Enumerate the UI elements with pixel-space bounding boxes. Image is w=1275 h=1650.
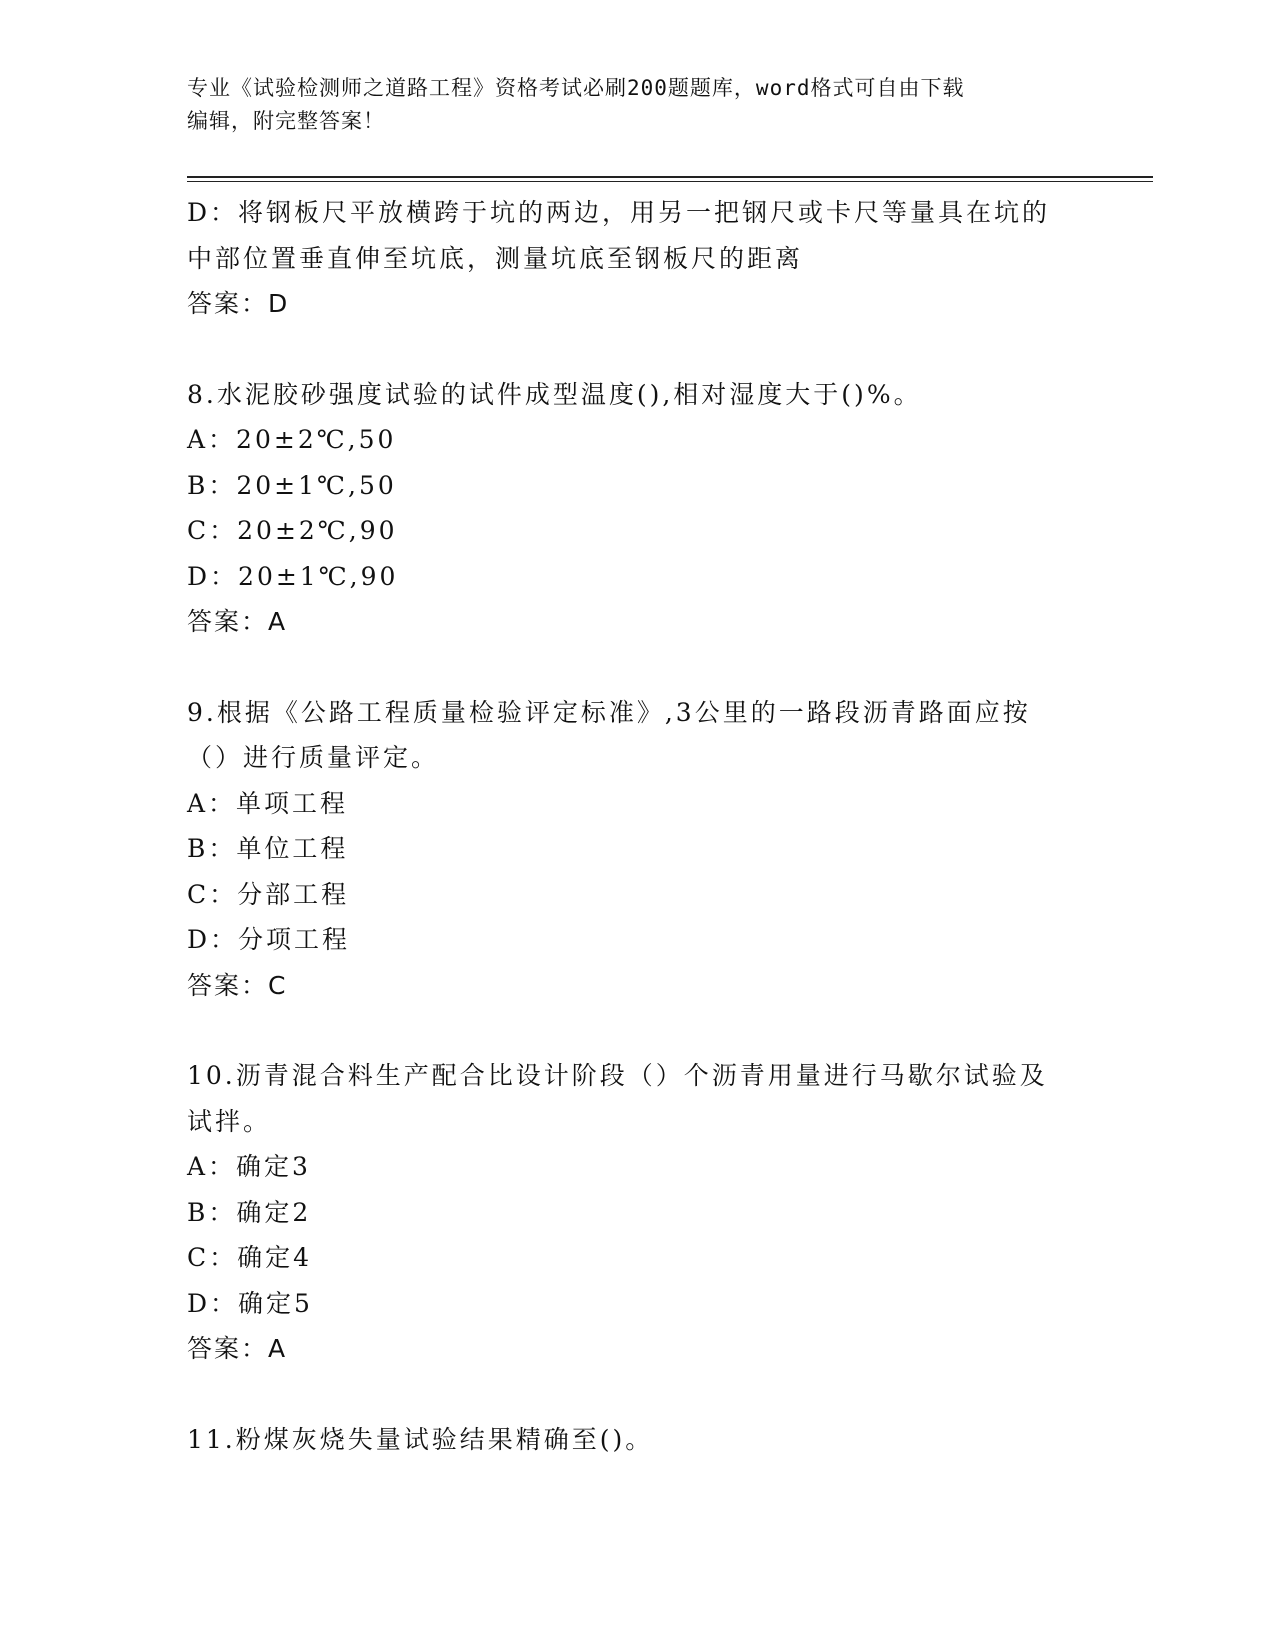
question-stem: 8.水泥胶砂强度试验的试件成型温度(),相对湿度大于()%。: [187, 379, 922, 409]
answer-line: 答案：D: [187, 289, 290, 318]
option-d-line-2: 中部位置垂直伸至坑底，测量坑底至钢板尺的距离: [187, 243, 804, 273]
option-c: C：20±2℃,90: [187, 516, 398, 545]
option-d: D：确定5: [187, 1288, 313, 1318]
question-11: [187, 1417, 1087, 1463]
option-b: B：20±1℃,50: [187, 470, 397, 500]
header-rule-thick: [187, 176, 1153, 178]
question-stem-continued: 试拌。: [187, 1106, 272, 1136]
previous-question-tail: [187, 190, 1087, 327]
option-c: C：分部工程: [187, 879, 350, 909]
answer-line: 答案：A: [187, 1334, 288, 1363]
header-rule-thin: [187, 181, 1153, 182]
header-line-2: 编辑，附完整答案！: [187, 109, 385, 133]
document-header: [187, 72, 1087, 138]
option-b: B：确定2: [187, 1197, 312, 1227]
option-b: B：单位工程: [187, 834, 349, 863]
question-9: [187, 690, 1087, 1009]
answer-line: 答案：C: [187, 970, 288, 1000]
option-d: D：20±1℃,90: [187, 561, 399, 591]
question-stem: 9.根据《公路工程质量检验评定标准》,3公里的一路段沥青路面应按: [187, 697, 1031, 727]
option-d: D：分项工程: [187, 925, 351, 954]
option-a: A：单项工程: [187, 788, 349, 818]
question-stem: 10.沥青混合料生产配合比设计阶段（）个沥青用量进行马歇尔试验及: [187, 1061, 1048, 1090]
question-stem: 11.粉煤灰烧失量试验结果精确至()。: [187, 1424, 654, 1454]
question-stem-continued: （）进行质量评定。: [187, 743, 440, 772]
option-c: C：确定4: [187, 1243, 313, 1272]
header-line-1: 专业《试验检测师之道路工程》资格考试必刷200题题库，word格式可自由下载: [187, 76, 965, 100]
option-d-line-1: D：将钢板尺平放横跨于坑的两边，用另一把钢尺或卡尺等量具在坑的: [187, 198, 1051, 227]
answer-line: 答案：A: [187, 607, 288, 636]
option-a: A：20±2℃,50: [187, 425, 397, 454]
question-8: [187, 372, 1087, 645]
question-10: [187, 1053, 1087, 1372]
document-body: [187, 190, 1087, 1462]
option-a: A：确定3: [187, 1152, 311, 1181]
